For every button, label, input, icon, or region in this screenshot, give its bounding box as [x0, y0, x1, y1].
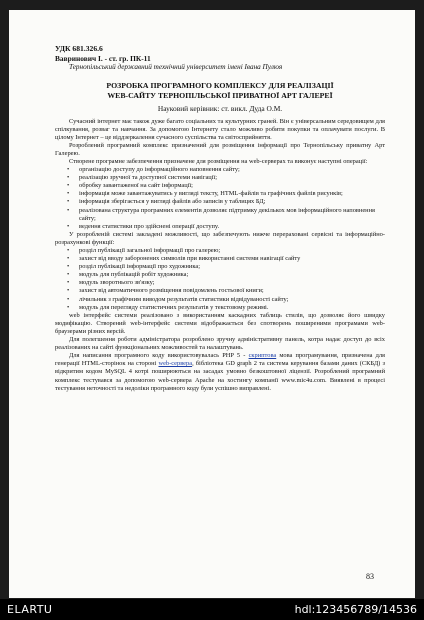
article-title: [55, 81, 385, 101]
list-item: • реалізована структура програмних елементів дозволяє підтримку декількох мов інформаційного наповнення сайту;: [79, 207, 385, 223]
list-item: • захист від автоматичного розміщення повідомлень гостьової книги;: [79, 287, 385, 295]
paragraph-web-interface: web інтерфейс системи реалізовано з використанням каскадних таблиць стилів, що дозволяє його швидку модифікацію. Створений web-інтерфейс системи відображається без спотворень поширеними програмами web-браузерами різних версій.: [55, 311, 385, 335]
paragraph-operations: Створене програмне забезпечення призначене для розміщення на web-серверах та виконує наступні операції:: [69, 157, 368, 165]
list-item: • обробку завантаженої на сайт інформації;: [79, 182, 385, 190]
web-server-link[interactable]: web-сервера: [158, 360, 193, 368]
page-number: 83: [366, 572, 374, 581]
scripting-link[interactable]: скриптова: [248, 352, 277, 360]
document-page: [9, 10, 415, 598]
advisor-line: Науковий керівник: ст. викл. Дуда О.М.: [157, 104, 283, 113]
paragraph-intro: Сучасний інтернет має також дуже багато соціальних та культурних граней. Він є універсальним середовищем для спілкування, розваг та навчання. За допомогою Інтернету стало можливо робити покупки та оплачувати послуги. В цілому Інтернет – це віддзеркалення сучасного суспільства та світосприйняття.: [55, 117, 385, 141]
list-item: • модуль зворотнього зв'язку;: [79, 279, 385, 287]
udc-code: УДК 681.326.6: [55, 44, 103, 53]
affiliation: Тернопільський державний технічний університет імені Івана Пулюя: [69, 63, 283, 71]
list-item: • розділ публікації загальної інформації про галерею;: [79, 247, 385, 255]
php-text-3: , бібліотека GD graph 2 та система керування базами даних (СКБД) з відкритим кодом MySQL 4 котрі поширюються на засадах умовно безкоштовної ліцензії. Розроблений програмний комплекс тестувався за допомогою web-сервера Apache на хостингу компанії www.mic4u.com. Виявлені в процесі тестування неточності та недоліки програмного коду були успішно виправлені.: [55, 360, 385, 392]
list-item: • захист від вводу заборонених символів при використанні системи навігації сайту: [79, 255, 385, 263]
list-item: • лічильник з графічним виводом результатів статистики відвідуваності сайту;: [79, 296, 385, 304]
list-item: • ведення статистики про здійснені операції доступу.: [79, 223, 385, 231]
article-body: [55, 44, 385, 393]
list-item: • реалізацію зручної та доступної системи навігації;: [79, 174, 385, 182]
operations-list: [55, 166, 385, 231]
list-item: • розділ публікації інформації про художника;: [79, 263, 385, 271]
php-text-1: Для написання програмного коду використовувалась PHP 5 -: [69, 352, 249, 360]
list-item: • організацію доступу до інформаційного наповнення сайту;: [79, 166, 385, 174]
paragraph-php: [55, 352, 385, 392]
title-line-2: WEB-САЙТУ ТЕРНОПІЛЬСЬКОЇ ПРИВАТНОЇ АРТ ГАЛЕРЕЇ: [107, 91, 333, 100]
handle-id: hdl:123456789/14536: [294, 603, 417, 616]
paragraph-purpose: Розроблений програмний комплекс призначений для розміщення інформації про Тернопільську приватну Арт Галерею.: [55, 141, 385, 157]
title-line-1: РОЗРОБКА ПРОГРАМНОГО КОМПЛЕКСУ ДЛЯ РЕАЛІЗАЦІЇ: [106, 81, 334, 90]
list-item: • інформація може завантажуватись у вигляді тексту, HTML-файлів та графічних файлів рисунків;: [79, 190, 385, 198]
features-list: [55, 247, 385, 312]
list-item: • інформація зберігається у вигляді файлів або записів у таблицях БД;: [79, 198, 385, 206]
author-line: Вавринович І. - ст. гр. ПК-11: [55, 53, 151, 63]
php-text-2: мова програмування, призначена для генерації HTML-сторінок на стороні: [55, 352, 385, 368]
paragraph-features: У розробленій системі закладені можливості, що забезпечують нижче перераховані сервісні та інформаційно-розрахункові функції:: [55, 230, 385, 246]
paragraph-admin-panel: Для полегшення роботи адміністратора розроблено зручну адміністративну панель, котра надає доступ до всіх реалізованих на сайті функціональних можливостей та налаштувань.: [55, 336, 385, 352]
repository-name: ELARTU: [7, 603, 53, 616]
list-item: • модуль для перегляду статистичних результатів у текстовому режимі.: [79, 304, 385, 312]
list-item: • модуль для публікацій робіт художника;: [79, 271, 385, 279]
footer-bar: [0, 599, 424, 620]
